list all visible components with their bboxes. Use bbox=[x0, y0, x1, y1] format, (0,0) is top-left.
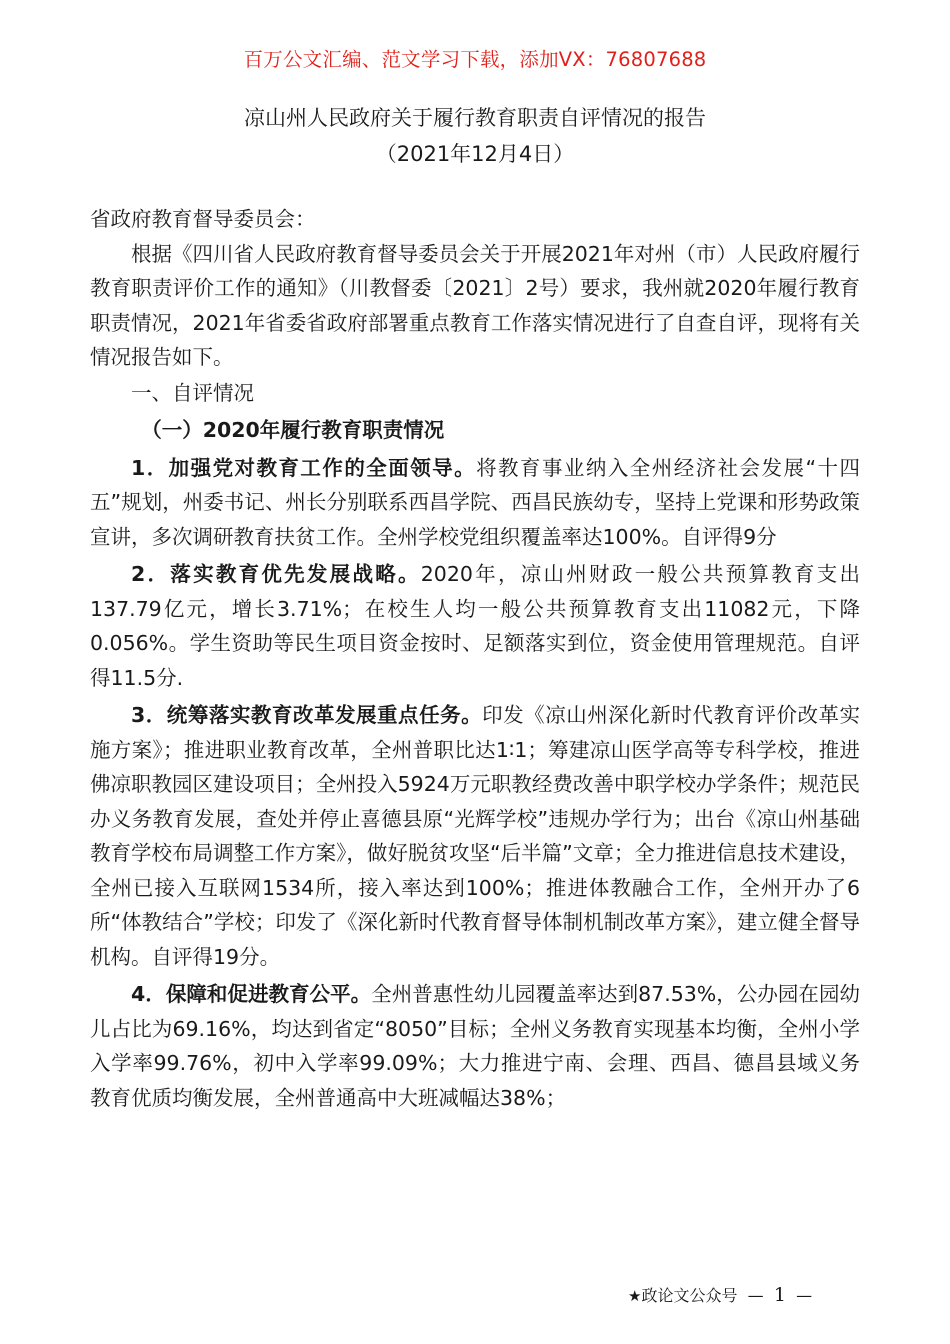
document-title-block bbox=[0, 100, 950, 172]
footer-dash-left: — bbox=[747, 1286, 764, 1305]
list-item bbox=[90, 977, 860, 1115]
document-body bbox=[90, 202, 860, 1115]
item-body: 印发《凉山州深化新时代教育评价改革实施方案》；推进职业教育改革，全州普职比达1∶1；筹建凉山医学高等专科学校，推进佛凉职教园区建设项目；全州投入5924万元职教经费改善中职学校办学条件；规范民办义务教育发展，查处并停止喜德县原“光辉学校”违规办学行为；出台《凉山州基础教育学校布局调整工作方案》，做好脱贫攻坚“后半篇”文章；全力推进信息技术建设，全州已接入互联网1534所，接入率达到100%；推进体教融合工作，全州开办了6所“体教结合”学校；印发了《深化新时代教育督导体制机制改革方案》，建立健全督导机构。自评得19分。 bbox=[90, 703, 861, 969]
page-number: 1 bbox=[773, 1284, 786, 1306]
list-item bbox=[90, 557, 860, 695]
item-body: 2020年，凉山州财政一般公共预算教育支出137.79亿元，增长3.71%；在校生人均一般公共预算教育支出11082元，下降0.056%。学生资助等民生项目资金按时、足额落实到位，资金使用管理规范。自评得11.5分. bbox=[90, 562, 861, 690]
footer-label: 政论文公众号 bbox=[641, 1286, 738, 1305]
intro-paragraph: 根据《四川省人民政府教育督导委员会关于开展2021年对州（市）人民政府履行教育职责评价工作的通知》（川教督委〔2021〕2号）要求，我州就2020年履行教育职责情况，2021年省委省政府部署重点教育工作落实情况进行了自查自评，现将有关情况报告如下。 bbox=[90, 241, 860, 369]
document-title: 凉山州人民政府关于履行教育职责自评情况的报告 bbox=[244, 106, 706, 130]
page-footer bbox=[628, 1283, 812, 1306]
item-lead: 4．保障和促进教育公平。 bbox=[131, 982, 372, 1006]
footer-dash-right: — bbox=[796, 1286, 813, 1305]
item-lead: 2．落实教育优先发展战略。 bbox=[131, 562, 421, 586]
item-body: 全州普惠性幼儿园覆盖率达到87.53%，公办园在园幼儿占比为69.16%，均达到省定“8050”目标；全州义务教育实现基本均衡，全州小学入学率99.76%，初中入学率99.09%；大力推进宁南、会理、西昌、德昌县域义务教育优质均衡发展，全州普通高中大班减幅达38%； bbox=[90, 982, 861, 1110]
subsection-heading: （一）2020年履行教育职责情况 bbox=[141, 418, 445, 442]
list-item bbox=[90, 698, 860, 974]
header-banner: 百万公文汇编、范文学习下载，添加VX：76807688 bbox=[243, 48, 707, 71]
star-icon: ★ bbox=[628, 1287, 642, 1305]
list-item bbox=[90, 451, 860, 555]
document-date: （2021年12月4日） bbox=[375, 142, 575, 166]
item-lead: 1．加强党对教育工作的全面领导。 bbox=[131, 455, 477, 480]
section-heading: 一、自评情况 bbox=[131, 380, 254, 405]
salutation: 省政府教育督导委员会： bbox=[90, 207, 316, 231]
item-body: 将教育事业纳入全州经济社会发展“十四五”规划，州委书记、州长分别联系西昌学院、西昌民族幼专，坚持上党课和形势政策宣讲，多次调研教育扶贫工作。全州学校党组织覆盖率达100%。自评得9分 bbox=[90, 455, 860, 549]
item-lead: 3．统筹落实教育改革发展重点任务。 bbox=[131, 703, 483, 727]
